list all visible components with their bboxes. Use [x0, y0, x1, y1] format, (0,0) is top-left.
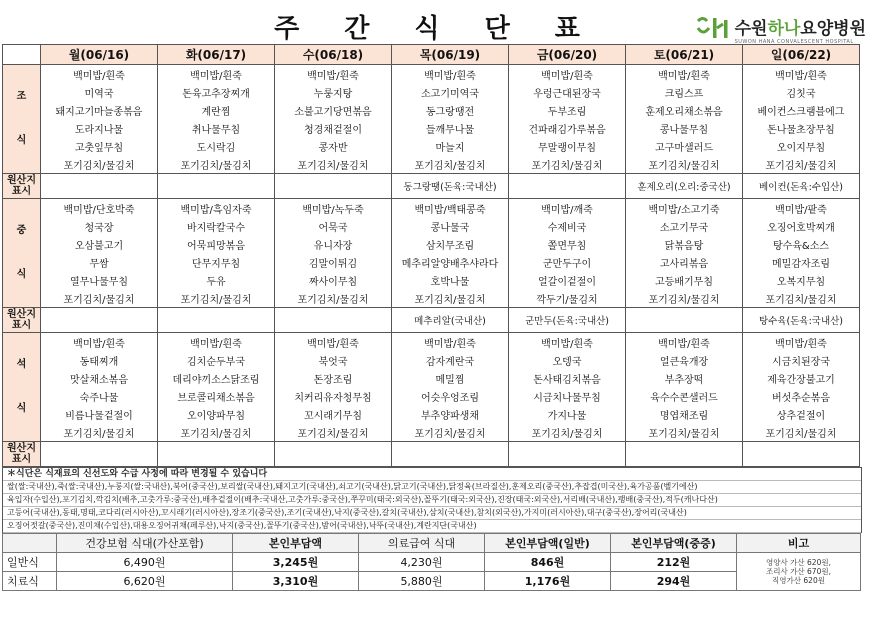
origin-cell [626, 442, 743, 467]
price-cell: 3,310원 [233, 572, 359, 591]
menu-cell: 훈제오리채소볶음 [626, 101, 743, 119]
price-cell: 294원 [611, 572, 737, 591]
notes-section [2, 467, 862, 533]
price-cell: 5,880원 [359, 572, 485, 591]
menu-cell: 백미밥/흰죽 [41, 65, 158, 84]
menu-cell: 백미밥/녹두죽 [275, 199, 392, 218]
menu-cell: 수제비국 [509, 217, 626, 235]
menu-cell: 꼬시래기무침 [275, 405, 392, 423]
menu-cell: 백미밥/흰죽 [158, 65, 275, 84]
menu-cell: 치커리유자청무침 [275, 387, 392, 405]
menu-cell: 돈장조림 [275, 369, 392, 387]
menu-cell: 포기김치/물김치 [41, 423, 158, 442]
menu-row [3, 83, 860, 101]
day-header: 목(06/19) [392, 45, 509, 65]
menu-cell: 백미밥/흰죽 [392, 65, 509, 84]
origin-cell: 메추리알(국내산) [392, 308, 509, 333]
menu-cell: 백미밥/흰죽 [275, 333, 392, 352]
origin-cell [275, 442, 392, 467]
menu-cell: 가지나물 [509, 405, 626, 423]
menu-cell: 어묵국 [275, 217, 392, 235]
menu-cell: 포기김치/물김치 [626, 289, 743, 308]
meal-label: 석 식 [3, 333, 41, 442]
menu-cell: 포기김치/물김치 [626, 155, 743, 174]
menu-row [3, 119, 860, 137]
menu-cell: 무말랭이무침 [509, 137, 626, 155]
menu-cell: 소고기무국 [626, 217, 743, 235]
price-header-medical-aid: 의료급여 식대 [359, 534, 485, 553]
menu-cell: 포기김치/물김치 [41, 155, 158, 174]
menu-cell: 포기김치/물김치 [275, 155, 392, 174]
menu-cell: 백미밥/흰죽 [626, 333, 743, 352]
menu-cell: 미역국 [41, 83, 158, 101]
menu-cell: 백미밥/흰죽 [275, 65, 392, 84]
menu-cell: 오뎅국 [509, 351, 626, 369]
menu-cell: 백미밥/흰죽 [743, 333, 860, 352]
menu-cell: 백미밥/흰죽 [626, 65, 743, 84]
origin-cell [509, 174, 626, 199]
menu-cell: 상추겉절이 [743, 405, 860, 423]
price-row-general [3, 553, 861, 572]
hospital-logo [695, 14, 866, 45]
origin-cell [158, 442, 275, 467]
menu-cell: 콩자반 [275, 137, 392, 155]
menu-row [3, 333, 860, 352]
menu-cell: 삼치무조림 [392, 235, 509, 253]
origin-cell [392, 442, 509, 467]
day-header: 일(06/22) [743, 45, 860, 65]
origin-label: 원산지 표시 [3, 442, 41, 467]
origin-row [3, 174, 860, 199]
meal-label: 중 식 [3, 199, 41, 308]
menu-cell: 돈육고추장찌개 [158, 83, 275, 101]
menu-cell: 백미밥/소고기죽 [626, 199, 743, 218]
price-row-therapeutic [3, 572, 861, 591]
menu-cell: 유니자장 [275, 235, 392, 253]
menu-cell: 고구마샐러드 [626, 137, 743, 155]
page-title: 주 간 식 단 표 [274, 14, 598, 44]
menu-cell: 고사리볶음 [626, 253, 743, 271]
origin-cell: 베이컨(돈육:수입산) [743, 174, 860, 199]
menu-cell: 도시락김 [158, 137, 275, 155]
menu-row [3, 369, 860, 387]
price-row-label: 일반식 [3, 553, 57, 572]
menu-cell: 닭볶음탕 [626, 235, 743, 253]
menu-cell: 김칫국 [743, 83, 860, 101]
menu-cell: 도라지나물 [41, 119, 158, 137]
menu-cell: 메밀찜 [392, 369, 509, 387]
menu-cell: 브로콜리채소볶음 [158, 387, 275, 405]
menu-cell: 비름나물겉절이 [41, 405, 158, 423]
menu-cell: 포기김치/물김치 [743, 423, 860, 442]
hospital-logo-icon [695, 14, 731, 42]
price-remarks: 영양사 가산 620원, 조리사 가산 670원, 직영가산 620원 [737, 553, 861, 591]
price-cell: 4,230원 [359, 553, 485, 572]
menu-cell: 단무지무침 [158, 253, 275, 271]
menu-cell: 백미밥/흰죽 [158, 333, 275, 352]
origin-cell [275, 308, 392, 333]
menu-cell: 동태찌개 [41, 351, 158, 369]
menu-cell: 콩나물국 [392, 217, 509, 235]
hospital-subtitle: SUWON HANA CONVALESCENT HOSPITAL [734, 39, 854, 45]
menu-cell: 부추양파생채 [392, 405, 509, 423]
menu-cell: 돈나물초장무침 [743, 119, 860, 137]
origin-note-line: 고등어(국내산),동태,명태,코다리(러시아산),꼬시래기(러시아산),장조기(중국산),조기(국내산),낙지(중국산),갈치(국내산),삼치(국내산),참치(외국산),가지미(러시아산),대구(중국산),장어리(국내산) [3, 507, 861, 520]
menu-row [3, 271, 860, 289]
day-header: 월(06/16) [41, 45, 158, 65]
menu-cell: 호박나물 [392, 271, 509, 289]
menu-cell: 포기김치/물김치 [509, 423, 626, 442]
origin-cell [275, 174, 392, 199]
menu-cell: 맛살채소볶음 [41, 369, 158, 387]
menu-cell: 쫄면무침 [509, 235, 626, 253]
menu-cell: 포기김치/물김치 [743, 289, 860, 308]
menu-cell: 버섯추순볶음 [743, 387, 860, 405]
menu-cell: 백미밥/백태콩죽 [392, 199, 509, 218]
menu-cell: 들깨무나물 [392, 119, 509, 137]
menu-cell: 백미밥/흰죽 [509, 333, 626, 352]
origin-cell: 군만두(돈육:국내산) [509, 308, 626, 333]
menu-cell: 백미밥/흰죽 [392, 333, 509, 352]
menu-cell: 백미밥/흰죽 [509, 65, 626, 84]
price-cell: 212원 [611, 553, 737, 572]
price-row-label: 치료식 [3, 572, 57, 591]
menu-cell: 열무나물무침 [41, 271, 158, 289]
menu-cell: 취나물무침 [158, 119, 275, 137]
meal-label: 조 식 [3, 65, 41, 174]
menu-cell: 명엽채조림 [626, 405, 743, 423]
day-header: 수(06/18) [275, 45, 392, 65]
origin-cell: 동그랑땡(돈육:국내산) [392, 174, 509, 199]
origin-label: 원산지 표시 [3, 308, 41, 333]
menu-row [3, 253, 860, 271]
price-header-row [3, 534, 861, 553]
menu-cell: 데리야끼소스닭조림 [158, 369, 275, 387]
price-table [2, 533, 861, 591]
menu-cell: 포기김치/물김치 [275, 423, 392, 442]
price-cell: 3,245원 [233, 553, 359, 572]
price-cell: 1,176원 [485, 572, 611, 591]
menu-cell: 오복지무침 [743, 271, 860, 289]
price-cell: 6,490원 [57, 553, 233, 572]
menu-cell: 건파래김가루볶음 [509, 119, 626, 137]
price-cell: 6,620원 [57, 572, 233, 591]
menu-cell: 김치순두부국 [158, 351, 275, 369]
price-header-insurance: 건강보험 식대(가산포함) [57, 534, 233, 553]
menu-row [3, 65, 860, 84]
origin-cell [509, 442, 626, 467]
origin-cell [41, 308, 158, 333]
menu-cell: 짜사이무침 [275, 271, 392, 289]
menu-cell: 북엇국 [275, 351, 392, 369]
weekly-menu-table [2, 44, 860, 467]
menu-cell: 백미밥/흰죽 [41, 333, 158, 352]
menu-row [3, 217, 860, 235]
menu-row [3, 101, 860, 119]
menu-cell: 두유 [158, 271, 275, 289]
menu-cell: 백미밥/팥죽 [743, 199, 860, 218]
menu-cell: 부추장떡 [626, 369, 743, 387]
origin-note-line: 오징어젓갈(중국산),진미채(수입산),대용오징어귀채(페루산),낙지(중국산),꼴뚜기(중국산),밤어(국내산),낙뚜(국내산),계란지단(국내산) [3, 520, 861, 533]
menu-cell: 바지락칼국수 [158, 217, 275, 235]
menu-cell: 동그랑땡전 [392, 101, 509, 119]
menu-cell: 군만두구이 [509, 253, 626, 271]
menu-cell: 시금치된장국 [743, 351, 860, 369]
menu-cell: 베이컨스크램블에그 [743, 101, 860, 119]
menu-cell: 포기김치/물김치 [158, 155, 275, 174]
menu-cell: 오징어호박찌개 [743, 217, 860, 235]
menu-row [3, 199, 860, 218]
menu-cell: 누룽지탕 [275, 83, 392, 101]
origin-cell [41, 174, 158, 199]
origin-cell [41, 442, 158, 467]
origin-row [3, 442, 860, 467]
price-header-self-pay: 본인부담액 [233, 534, 359, 553]
origin-cell [158, 308, 275, 333]
menu-row [3, 235, 860, 253]
menu-cell: 소불고기당면볶음 [275, 101, 392, 119]
day-header: 금(06/20) [509, 45, 626, 65]
menu-cell: 두부조림 [509, 101, 626, 119]
menu-cell: 고춧잎무침 [41, 137, 158, 155]
menu-cell: 청국장 [41, 217, 158, 235]
menu-cell: 메추리알양배추샤라다 [392, 253, 509, 271]
price-header-self-pay-general: 본인부담액(일반) [485, 534, 611, 553]
menu-cell: 포기김치/물김치 [392, 289, 509, 308]
menu-cell: 무쌈 [41, 253, 158, 271]
day-header: 토(06/21) [626, 45, 743, 65]
price-header-remarks: 비고 [737, 534, 861, 553]
notice-text: ＊식단은 식재료의 신선도와 수급 사정에 따라 변경될 수 있습니다 [3, 467, 861, 481]
menu-cell: 크림스프 [626, 83, 743, 101]
menu-cell: 오이양파무침 [158, 405, 275, 423]
menu-cell: 포기김치/물김치 [509, 155, 626, 174]
menu-cell: 계란찜 [158, 101, 275, 119]
origin-note-line: 육입자(수입산),포기김치,깍김치(배추,고춧가루:중국산),배추겉절이(배추:국내산,고춧가루:중국산),쭈꾸미(태국:외국산),꼴뚜기(태국:외국산),진장(태국:외국산),서리배(국내산),팽배(중국산),적두(캐나다산) [3, 494, 861, 507]
menu-cell: 김말이튀김 [275, 253, 392, 271]
menu-cell: 감자계란국 [392, 351, 509, 369]
menu-cell: 오삼불고기 [41, 235, 158, 253]
menu-row [3, 423, 860, 442]
origin-cell: 탕수육(돈육:국내산) [743, 308, 860, 333]
price-cell: 846원 [485, 553, 611, 572]
origin-cell [743, 442, 860, 467]
menu-cell: 포기김치/물김치 [158, 423, 275, 442]
hospital-name: 수원하나요양병원 [734, 19, 866, 39]
menu-row [3, 405, 860, 423]
menu-cell: 백미밥/흰죽 [743, 65, 860, 84]
menu-cell: 깍두기/물김치 [509, 289, 626, 308]
menu-cell: 숙주나물 [41, 387, 158, 405]
menu-cell: 마늘지 [392, 137, 509, 155]
menu-cell: 시금치나물무침 [509, 387, 626, 405]
menu-cell: 포기김치/물김치 [392, 423, 509, 442]
menu-cell: 메밀감자조림 [743, 253, 860, 271]
menu-cell: 오이지무침 [743, 137, 860, 155]
menu-cell: 포기김치/물김치 [743, 155, 860, 174]
menu-cell: 백미밥/단호박죽 [41, 199, 158, 218]
menu-row [3, 155, 860, 174]
menu-cell: 어슷우엉조림 [392, 387, 509, 405]
menu-cell: 포기김치/물김치 [626, 423, 743, 442]
menu-cell: 탕수육&소스 [743, 235, 860, 253]
menu-cell: 고등배기무침 [626, 271, 743, 289]
menu-cell: 어묵피망볶음 [158, 235, 275, 253]
menu-cell: 콩나물무침 [626, 119, 743, 137]
origin-cell [158, 174, 275, 199]
menu-cell: 포기김치/물김치 [158, 289, 275, 308]
menu-cell: 얼큰육개장 [626, 351, 743, 369]
menu-cell: 포기김치/물김치 [41, 289, 158, 308]
menu-cell: 포기김치/물김치 [275, 289, 392, 308]
menu-cell: 백미밥/흑임자죽 [158, 199, 275, 218]
menu-cell: 백미밥/깨죽 [509, 199, 626, 218]
origin-label: 원산지 표시 [3, 174, 41, 199]
origin-note-line: 쌀(쌀:국내산),죽(쌀:국내산),누룽지(쌀:국내산),북어(중국산),보리쌀(국내산),돼지고기(국내산),쇠고기(국내산),닭고기(국내산),닭정육(브라질산),훈제오리(중국산),추잡겹(미국산),육가공품(벨기에산) [3, 481, 861, 494]
menu-cell: 육수수콘샐러드 [626, 387, 743, 405]
origin-cell: 훈제오리(오리:중국산) [626, 174, 743, 199]
menu-row [3, 137, 860, 155]
menu-cell: 얼갈이겉절이 [509, 271, 626, 289]
origin-row [3, 308, 860, 333]
menu-cell: 청경채겉절이 [275, 119, 392, 137]
origin-cell [626, 308, 743, 333]
menu-cell: 포기김치/물김치 [392, 155, 509, 174]
menu-cell: 돼지고기마늘종볶음 [41, 101, 158, 119]
menu-cell: 우렁근대된장국 [509, 83, 626, 101]
menu-cell: 돈사태김치볶음 [509, 369, 626, 387]
menu-row [3, 387, 860, 405]
price-header-self-pay-severe: 본인부담액(중증) [611, 534, 737, 553]
day-header: 화(06/17) [158, 45, 275, 65]
page-header [0, 0, 872, 44]
menu-row [3, 351, 860, 369]
menu-cell: 제육간장불고기 [743, 369, 860, 387]
menu-row [3, 289, 860, 308]
menu-cell: 소고기미역국 [392, 83, 509, 101]
day-header-row [3, 45, 860, 65]
